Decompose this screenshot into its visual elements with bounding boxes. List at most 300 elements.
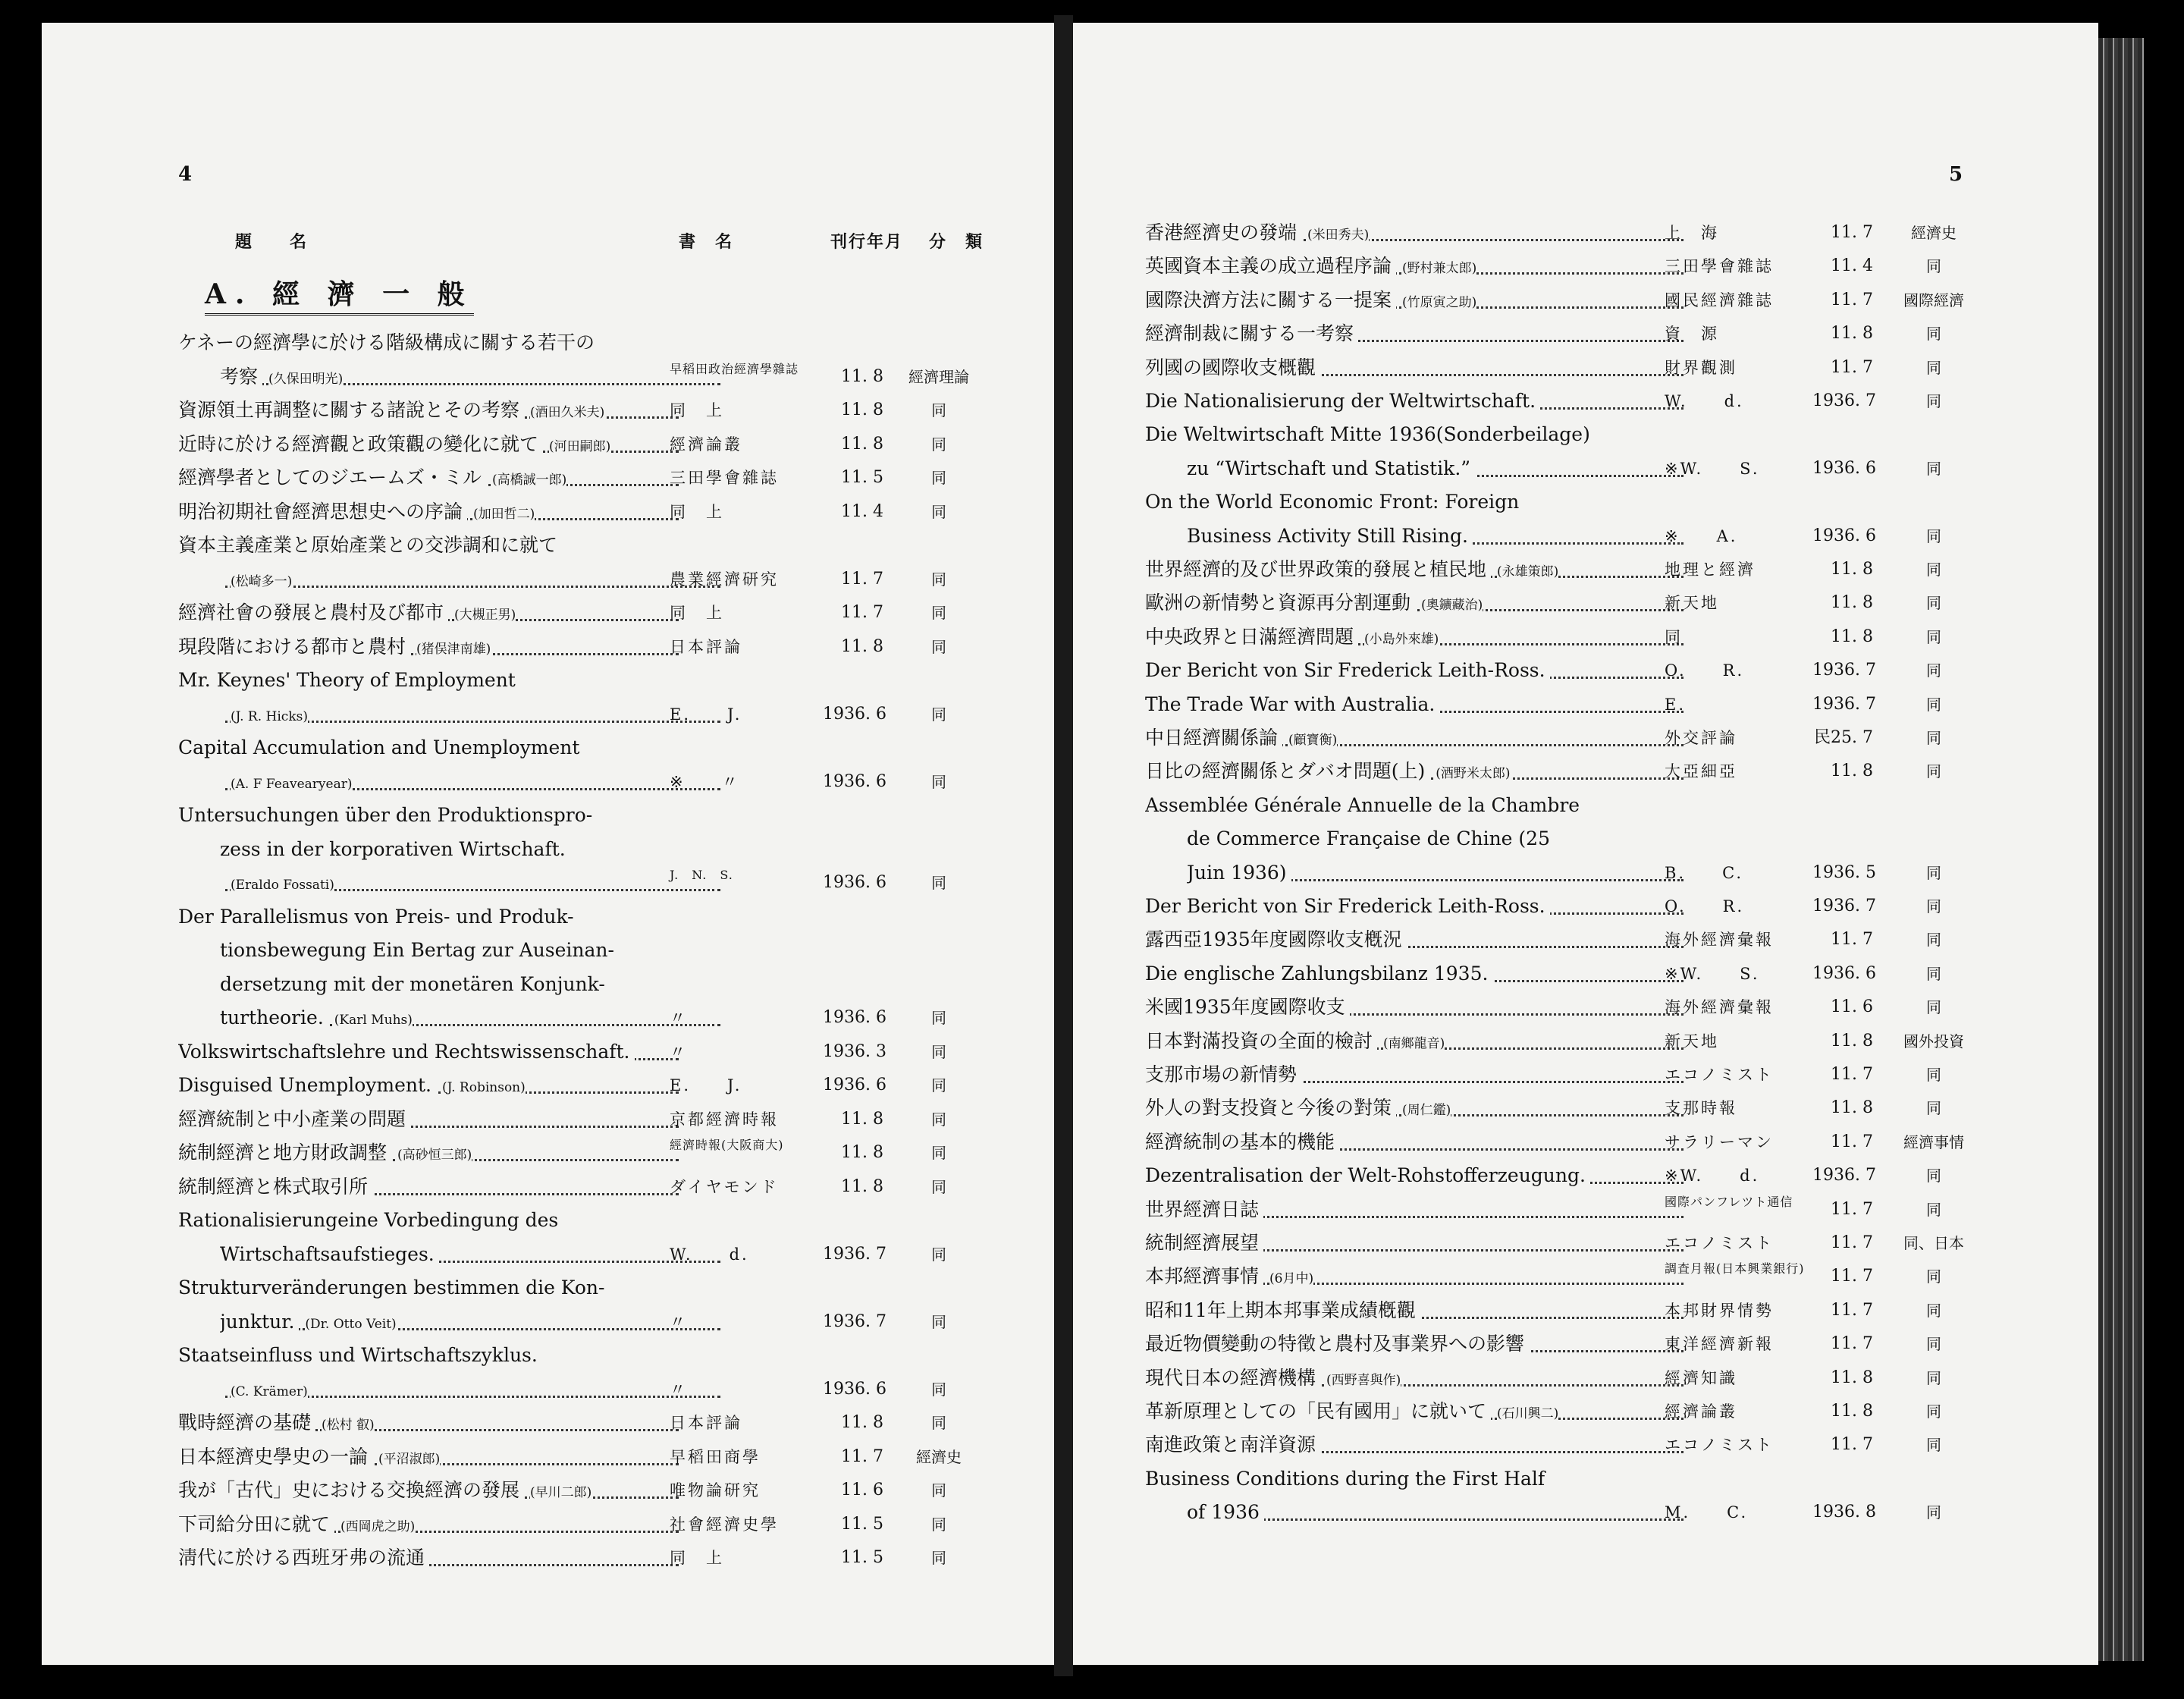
entry-title bbox=[220, 871, 224, 893]
table-row bbox=[1073, 452, 2098, 485]
entry-title: Die Nationalisierung der Weltwirtschaft. bbox=[1145, 390, 1540, 412]
table-row bbox=[1073, 1091, 2098, 1125]
entry-title: 考察 bbox=[220, 366, 262, 388]
table-row bbox=[1073, 1428, 2098, 1462]
table-row bbox=[1073, 418, 2098, 451]
table-row bbox=[42, 1103, 1054, 1136]
entry-class: 同 bbox=[931, 1549, 946, 1567]
entry-source: O. R. bbox=[1665, 897, 1745, 915]
entry-author: (周仁鑑) bbox=[1402, 1103, 1451, 1119]
entry-class: 同 bbox=[931, 1515, 946, 1534]
entry-source: 早稻田商學 bbox=[670, 1447, 761, 1466]
entry-title-cell bbox=[178, 495, 679, 531]
entry-title-cell bbox=[1145, 553, 1684, 589]
table-row bbox=[1073, 1058, 2098, 1091]
entry-title-cell bbox=[1145, 721, 1684, 757]
entry-title: 支那市場の新情勢 bbox=[1145, 1063, 1301, 1085]
table-row bbox=[42, 1508, 1054, 1541]
entry-title-cell bbox=[1145, 317, 1684, 353]
entry-author: (野村兼太郎) bbox=[1402, 261, 1477, 277]
table-row bbox=[42, 630, 1054, 664]
entry-source: 東洋經濟新報 bbox=[1665, 1335, 1774, 1354]
table-row bbox=[1073, 250, 2098, 283]
entry-source: 海外經濟彙報 bbox=[1665, 931, 1774, 950]
entry-source: 〃 bbox=[670, 1312, 688, 1331]
entry-title-cell bbox=[178, 461, 679, 497]
table-row bbox=[1073, 1361, 2098, 1395]
entry-title-cell bbox=[178, 529, 679, 564]
entry-source: 〃 bbox=[670, 1380, 688, 1399]
entry-date: 11. 7 bbox=[1831, 1300, 1873, 1320]
entry-date: 11. 5 bbox=[841, 468, 883, 487]
entry-date: 1936. 6 bbox=[823, 1008, 886, 1027]
table-row bbox=[42, 1541, 1054, 1575]
entry-class: 同 bbox=[1926, 459, 1941, 478]
entry-title-cell bbox=[1145, 654, 1684, 689]
entry-class: 同 bbox=[1926, 1200, 1941, 1219]
entry-date: 11. 7 bbox=[1831, 223, 1873, 242]
entry-title: 明治初期社會經濟思想史への序論 bbox=[178, 501, 467, 523]
entry-title-cell bbox=[178, 1136, 679, 1172]
entry-title: 香港經濟史の發端 bbox=[1145, 221, 1301, 243]
entry-title-cell bbox=[178, 1339, 679, 1374]
entry-title-cell bbox=[178, 394, 679, 429]
entry-source: E. J. bbox=[670, 705, 742, 724]
entry-source: 三田學會雜誌 bbox=[1665, 257, 1774, 276]
entry-title-cell bbox=[1145, 1226, 1684, 1262]
entry-date: 11. 8 bbox=[841, 1413, 883, 1432]
entry-date: 11. 7 bbox=[1831, 1065, 1873, 1084]
entry-title: 革新原理としての「民有國用」に就いて bbox=[1145, 1400, 1491, 1422]
entry-class: 同 bbox=[931, 1312, 946, 1331]
entry-title-cell bbox=[1145, 1193, 1684, 1229]
table-row bbox=[42, 360, 1054, 394]
entry-source: J. N. S. bbox=[670, 868, 733, 882]
table-row bbox=[1073, 284, 2098, 317]
entry-class: 同 bbox=[931, 1245, 946, 1264]
entry-class: 同 bbox=[931, 1076, 946, 1094]
entry-source: W. d. bbox=[1665, 392, 1744, 410]
entry-date: 11. 7 bbox=[1831, 1435, 1873, 1455]
entry-title: Die englische Zahlungsbilanz 1935. bbox=[1145, 963, 1492, 985]
entry-author: (松村 叡) bbox=[322, 1418, 375, 1433]
entry-class: 國際經濟 bbox=[1903, 290, 1964, 309]
entry-author: (Karl Muhs) bbox=[334, 1013, 413, 1028]
entry-title: Business Activity Still Rising. bbox=[1187, 525, 1473, 547]
entry-class: 同 bbox=[1926, 695, 1941, 714]
table-row bbox=[1073, 1327, 2098, 1361]
entry-title bbox=[220, 771, 224, 793]
entry-title-cell bbox=[1145, 351, 1684, 387]
entry-class: 同 bbox=[931, 637, 946, 656]
entry-title: of 1936 bbox=[1187, 1501, 1264, 1523]
table-row bbox=[42, 799, 1054, 832]
header-title: 題 名 bbox=[235, 232, 309, 252]
entry-author: (西野喜與作) bbox=[1326, 1372, 1401, 1388]
entry-title: Der Parallelismus von Preis- und Produk- bbox=[178, 906, 579, 928]
entry-class: 同 bbox=[1926, 358, 1941, 377]
entry-title: 經濟統制と中小產業の問題 bbox=[178, 1108, 410, 1130]
table-row bbox=[42, 1474, 1054, 1507]
entry-date: 11. 7 bbox=[1831, 290, 1873, 309]
entry-date: 1936. 7 bbox=[1812, 391, 1876, 410]
entry-author: (永雄策郎) bbox=[1497, 564, 1559, 579]
entry-class: 同 bbox=[1926, 526, 1941, 545]
entry-title: Business Conditions during the First Half bbox=[1145, 1468, 1549, 1490]
entry-date: 1936. 6 bbox=[823, 704, 886, 724]
entry-title-cell bbox=[1187, 520, 1684, 555]
entry-title-cell bbox=[178, 731, 679, 767]
entry-source: 經濟論叢 bbox=[670, 435, 742, 454]
entry-author: (酒田久米夫) bbox=[530, 405, 605, 420]
table-row bbox=[42, 731, 1054, 765]
entry-author: (6月中) bbox=[1269, 1271, 1314, 1287]
table-row bbox=[42, 1136, 1054, 1170]
table-row bbox=[1073, 1395, 2098, 1428]
table-row bbox=[1073, 1226, 2098, 1260]
entry-title-cell bbox=[178, 1508, 679, 1544]
entry-author: (Eraldo Fossati) bbox=[231, 878, 334, 893]
entry-source: エコノミスト bbox=[1665, 1066, 1774, 1084]
entry-title-cell bbox=[220, 1373, 720, 1409]
entry-source: ※W. S. bbox=[1665, 964, 1760, 983]
entry-source: 經濟論叢 bbox=[1665, 1402, 1737, 1421]
table-row bbox=[1073, 317, 2098, 350]
entry-class: 同 bbox=[931, 502, 946, 521]
entry-source: 京都經濟時報 bbox=[670, 1110, 779, 1129]
entry-title-cell bbox=[1145, 1428, 1684, 1464]
entry-source: 同 bbox=[1665, 627, 1683, 646]
entry-date: 11. 8 bbox=[1831, 1031, 1873, 1050]
entry-author: (南鄉龍音) bbox=[1383, 1035, 1445, 1051]
entry-title: tionsbewegung Ein Bertag zur Auseinan- bbox=[220, 939, 619, 961]
entry-title: Assemblée Générale Annuelle de la Chambre bbox=[1145, 794, 1584, 816]
entry-date: 11. 8 bbox=[841, 366, 883, 386]
entry-title-cell bbox=[178, 664, 679, 699]
entry-author: (小島外來雄) bbox=[1364, 631, 1439, 647]
entry-title-cell bbox=[1145, 418, 1684, 454]
entry-title: 英國資本主義の成立過程序論 bbox=[1145, 255, 1396, 277]
entry-title: 資本主義產業と原始產業との交渉調和に就て bbox=[178, 534, 562, 556]
entry-title-cell bbox=[1145, 1058, 1684, 1094]
entry-title-cell bbox=[1145, 923, 1684, 959]
table-row bbox=[1073, 1126, 2098, 1159]
table-row bbox=[42, 934, 1054, 967]
entry-title: 米國1935年度國際收支 bbox=[1145, 996, 1350, 1018]
entry-class: 同 bbox=[931, 1042, 946, 1061]
entry-title: 經濟統制の基本的機能 bbox=[1145, 1131, 1339, 1153]
entry-title-cell bbox=[178, 799, 679, 834]
table-row bbox=[42, 428, 1054, 461]
entry-title-cell bbox=[1145, 957, 1684, 993]
entry-title-cell bbox=[1145, 991, 1684, 1026]
entry-title: The Trade War with Australia. bbox=[1145, 693, 1439, 715]
table-row bbox=[1073, 856, 2098, 890]
entry-class: 同 bbox=[1926, 392, 1941, 410]
entry-author: (大槻正男) bbox=[454, 608, 516, 623]
table-row bbox=[42, 1440, 1054, 1474]
entry-class: 同 bbox=[1926, 1436, 1941, 1455]
entry-source: 農業經濟研究 bbox=[670, 570, 779, 589]
entry-title-cell bbox=[178, 1271, 679, 1307]
entry-author: (西岡虎之助) bbox=[340, 1518, 416, 1534]
entry-author: (松崎多一) bbox=[231, 573, 293, 589]
entry-title-cell bbox=[178, 1474, 679, 1509]
entry-date: 11. 8 bbox=[1831, 560, 1873, 579]
entry-title: 世界經濟日誌 bbox=[1145, 1198, 1263, 1220]
entry-class: 同 bbox=[931, 1110, 946, 1129]
section-heading: A. 經 濟 一 般 bbox=[205, 273, 474, 316]
entry-source: 日本評論 bbox=[670, 637, 742, 656]
table-row bbox=[42, 698, 1054, 731]
entry-class: 同 bbox=[931, 772, 946, 791]
entry-title: 南進政策と南洋資源 bbox=[1145, 1434, 1320, 1456]
entry-author: (猪俣津南雄) bbox=[416, 641, 491, 657]
entry-author: (早川二郎) bbox=[530, 1485, 592, 1500]
entry-source: 資 源 bbox=[1665, 325, 1719, 344]
entry-title: 露西亞1935年度國際收支槪況 bbox=[1145, 928, 1407, 950]
entry-title-cell bbox=[220, 698, 720, 733]
entry-date: 11. 8 bbox=[841, 1143, 883, 1162]
page-number: 4 bbox=[178, 163, 193, 186]
entry-date: 11. 8 bbox=[841, 636, 883, 656]
table-row bbox=[42, 495, 1054, 529]
entry-date: 民25. 7 bbox=[1814, 728, 1873, 747]
entry-class: 同 bbox=[1926, 1335, 1941, 1354]
table-row bbox=[42, 326, 1054, 360]
entry-class: 經濟史 bbox=[916, 1447, 962, 1466]
entry-title: 統制經濟展望 bbox=[1145, 1232, 1263, 1254]
entry-date: 11. 8 bbox=[1831, 627, 1873, 646]
entry-author: (A. F Feavearyear) bbox=[231, 776, 353, 792]
entry-source: 上 海 bbox=[1665, 224, 1719, 242]
entry-title: 外人の對支投資と今後の對策 bbox=[1145, 1097, 1396, 1119]
entry-class: 同 bbox=[1926, 627, 1941, 646]
entry-title: On the World Economic Front: Foreign bbox=[1145, 491, 1523, 513]
entry-source: 新天地 bbox=[1665, 1032, 1719, 1050]
entry-class: 同 bbox=[1926, 661, 1941, 680]
entry-title-cell bbox=[178, 596, 679, 632]
entry-title-cell bbox=[178, 1069, 679, 1104]
entry-class: 經濟事情 bbox=[1903, 1132, 1964, 1151]
entry-title-cell bbox=[1145, 485, 1684, 521]
entry-class: 國外投資 bbox=[1903, 1032, 1964, 1050]
entry-source: 同 上 bbox=[670, 502, 724, 521]
header-class: 分 類 bbox=[929, 232, 984, 252]
entry-class: 同 bbox=[931, 469, 946, 487]
entry-title bbox=[220, 1378, 224, 1400]
entry-title: Wirtschaftsaufstieges. bbox=[220, 1243, 439, 1265]
entry-date: 11. 4 bbox=[1831, 256, 1873, 276]
table-row bbox=[1073, 688, 2098, 721]
entry-title: de Commerce Française de Chine (25 bbox=[1187, 828, 1555, 850]
entry-date: 11. 7 bbox=[1831, 930, 1873, 950]
entry-class: 同 bbox=[1926, 863, 1941, 882]
entry-author: (米田秀夫) bbox=[1307, 228, 1370, 243]
entry-date: 11. 4 bbox=[841, 501, 883, 521]
entry-class: 同 bbox=[931, 604, 946, 622]
entry-title-cell bbox=[220, 866, 720, 902]
table-row bbox=[1073, 520, 2098, 553]
header-source: 書 名 bbox=[679, 232, 734, 252]
table-row bbox=[1073, 216, 2098, 250]
entry-class: 同 bbox=[1926, 1167, 1941, 1186]
entry-class: 同 bbox=[1926, 257, 1941, 276]
table-row bbox=[1073, 1496, 2098, 1529]
entry-title: Der Bericht von Sir Frederick Leith-Ross. bbox=[1145, 659, 1550, 681]
entry-source: 三田學會雜誌 bbox=[670, 469, 779, 487]
entry-title: junktur. bbox=[220, 1311, 299, 1333]
entry-title: Capital Accumulation and Unemployment bbox=[178, 736, 584, 758]
entry-title: 日本對滿投資の全面的檢討 bbox=[1145, 1030, 1377, 1052]
entry-class: 同 bbox=[1926, 594, 1941, 613]
entry-date: 11. 8 bbox=[1831, 593, 1873, 613]
entry-source: W. d. bbox=[670, 1245, 749, 1264]
table-row bbox=[1073, 1260, 2098, 1293]
entry-title-cell bbox=[1145, 688, 1684, 724]
entry-source: E. J. bbox=[670, 1076, 742, 1094]
entry-date: 1936. 7 bbox=[1812, 897, 1876, 915]
entry-title: Der Bericht von Sir Frederick Leith-Ross. bbox=[1145, 895, 1550, 917]
entry-source: 同 上 bbox=[670, 604, 724, 622]
table-row bbox=[42, 1069, 1054, 1102]
entry-date: 11. 7 bbox=[1831, 1233, 1873, 1252]
left-page bbox=[42, 23, 1054, 1665]
entry-author: (J. R. Hicks) bbox=[231, 708, 308, 724]
entry-date: 1936. 6 bbox=[1812, 526, 1876, 545]
entry-title: 統制經濟と株式取引所 bbox=[178, 1176, 372, 1198]
table-row bbox=[42, 1035, 1054, 1069]
entry-title-cell bbox=[1145, 1091, 1684, 1127]
entry-date: 1936. 8 bbox=[1812, 1503, 1876, 1522]
entry-title: Dezentralisation der Welt-Rohstofferzeugung. bbox=[1145, 1164, 1590, 1186]
entry-class: 同 bbox=[931, 1481, 946, 1500]
entry-author: (酒野米太郎) bbox=[1436, 766, 1511, 782]
table-row bbox=[1073, 957, 2098, 991]
entry-title-cell bbox=[1145, 586, 1684, 622]
entry-title-cell bbox=[220, 563, 720, 598]
entry-class: 同 bbox=[1926, 964, 1941, 983]
entry-title-cell bbox=[178, 428, 679, 463]
entry-title-cell bbox=[1145, 1462, 1684, 1498]
table-row bbox=[42, 833, 1054, 866]
entry-title: Untersuchungen über den Produktionspro- bbox=[178, 804, 597, 826]
table-row bbox=[1073, 1025, 2098, 1058]
page-number: 5 bbox=[1949, 163, 1963, 186]
table-row bbox=[1073, 553, 2098, 586]
table-row bbox=[1073, 586, 2098, 620]
entry-class: 同 bbox=[1926, 325, 1941, 344]
entry-date: 11. 6 bbox=[1831, 997, 1873, 1017]
entry-date: 11. 8 bbox=[1831, 1402, 1873, 1421]
entry-source: 唯物論研究 bbox=[670, 1481, 761, 1500]
table-row bbox=[42, 1406, 1054, 1440]
entry-title: Mr. Keynes' Theory of Employment bbox=[178, 669, 520, 691]
right-page bbox=[1073, 23, 2098, 1665]
table-row bbox=[1073, 991, 2098, 1024]
table-row bbox=[1073, 923, 2098, 956]
entry-class: 同 bbox=[931, 1177, 946, 1196]
entry-class: 同 bbox=[931, 570, 946, 589]
entry-source: 〃 bbox=[670, 1042, 688, 1061]
entry-author: (高橋誠一郎) bbox=[492, 473, 567, 488]
entry-title: 中央政界と日滿經濟問題 bbox=[1145, 626, 1358, 648]
entry-class: 同 bbox=[1926, 1503, 1941, 1522]
entry-source: 國際パンフレツト通信 bbox=[1665, 1194, 1793, 1209]
table-row bbox=[1073, 721, 2098, 755]
entry-title-cell bbox=[1145, 250, 1684, 285]
entry-date: 1936. 5 bbox=[1812, 862, 1876, 882]
entry-source: ダイヤモンド bbox=[670, 1177, 779, 1196]
entry-source: ※W. d. bbox=[1665, 1167, 1760, 1186]
entry-date: 11. 5 bbox=[841, 1514, 883, 1534]
entry-class: 同 bbox=[1926, 1099, 1941, 1118]
entry-title-cell bbox=[1145, 1159, 1684, 1195]
entry-date: 11. 8 bbox=[1831, 1368, 1873, 1387]
entry-title: dersetzung mit der monetären Konjunk- bbox=[220, 973, 610, 995]
entry-title-cell bbox=[220, 1305, 720, 1341]
entry-title-cell bbox=[178, 326, 679, 362]
entry-title-cell bbox=[178, 1204, 679, 1239]
entry-title-cell bbox=[1145, 1361, 1684, 1397]
entry-title-cell bbox=[220, 1238, 720, 1273]
table-row bbox=[1073, 1462, 2098, 1496]
entry-title-cell bbox=[1187, 822, 1684, 858]
table-row bbox=[42, 1339, 1054, 1372]
entry-class: 同 bbox=[931, 1414, 946, 1432]
entry-title: 近時に於ける經濟觀と政策觀の變化に就て bbox=[178, 433, 543, 455]
entry-class: 同 bbox=[931, 1144, 946, 1162]
entry-title-cell bbox=[1145, 284, 1684, 319]
entry-title: 資源領土再調整に關する諸說とその考察 bbox=[178, 399, 524, 421]
entry-title: Die Weltwirtschaft Mitte 1936(Sonderbeilage) bbox=[1145, 423, 1595, 445]
entry-title-cell bbox=[1145, 1294, 1684, 1330]
entry-date: 1936. 6 bbox=[1812, 963, 1876, 983]
entry-date: 1936. 7 bbox=[1812, 1166, 1876, 1186]
entry-source: 國民經濟雜誌 bbox=[1665, 290, 1774, 309]
entry-title: 日本經濟史學史の一論 bbox=[178, 1446, 372, 1468]
entry-date: 1936. 3 bbox=[823, 1041, 886, 1061]
entry-title: zu “Wirtschaft und Statistik.” bbox=[1187, 457, 1475, 479]
entry-source: 海外經濟彙報 bbox=[1665, 998, 1774, 1017]
table-row bbox=[42, 765, 1054, 799]
entry-author: (J. Robinson) bbox=[441, 1080, 526, 1095]
entry-title: 經濟社會の發展と農村及び都市 bbox=[178, 601, 448, 623]
entry-source: 〃 bbox=[670, 1009, 688, 1027]
table-row bbox=[42, 1271, 1054, 1305]
entry-date: 11. 8 bbox=[841, 434, 883, 454]
entry-source: E. bbox=[1665, 695, 1687, 714]
entry-title: 日比の經濟關係とダバオ問題(上) bbox=[1145, 760, 1429, 782]
entry-source: O. R. bbox=[1665, 661, 1745, 680]
entry-source: ※W. S. bbox=[1665, 459, 1760, 478]
entry-title: 最近物價變動の特徵と農村及事業界への影響 bbox=[1145, 1333, 1529, 1355]
entry-title-cell bbox=[1145, 1395, 1684, 1430]
entry-class: 同 bbox=[1926, 1301, 1941, 1320]
entry-date: 11. 7 bbox=[1831, 357, 1873, 377]
entry-title-cell bbox=[1145, 216, 1684, 252]
table-row bbox=[42, 664, 1054, 697]
entry-class: 同 bbox=[931, 401, 946, 419]
entry-date: 1936. 7 bbox=[1812, 694, 1876, 714]
entry-title: Staatseinfluss und Wirtschaftszyklus. bbox=[178, 1344, 542, 1366]
entry-source: 支那時報 bbox=[1665, 1099, 1737, 1118]
table-row bbox=[42, 1204, 1054, 1237]
entry-source: 財界觀測 bbox=[1665, 358, 1737, 377]
entry-source: ※ 〃 bbox=[670, 772, 740, 791]
entry-class: 同 bbox=[931, 435, 946, 454]
entry-title bbox=[220, 568, 224, 590]
